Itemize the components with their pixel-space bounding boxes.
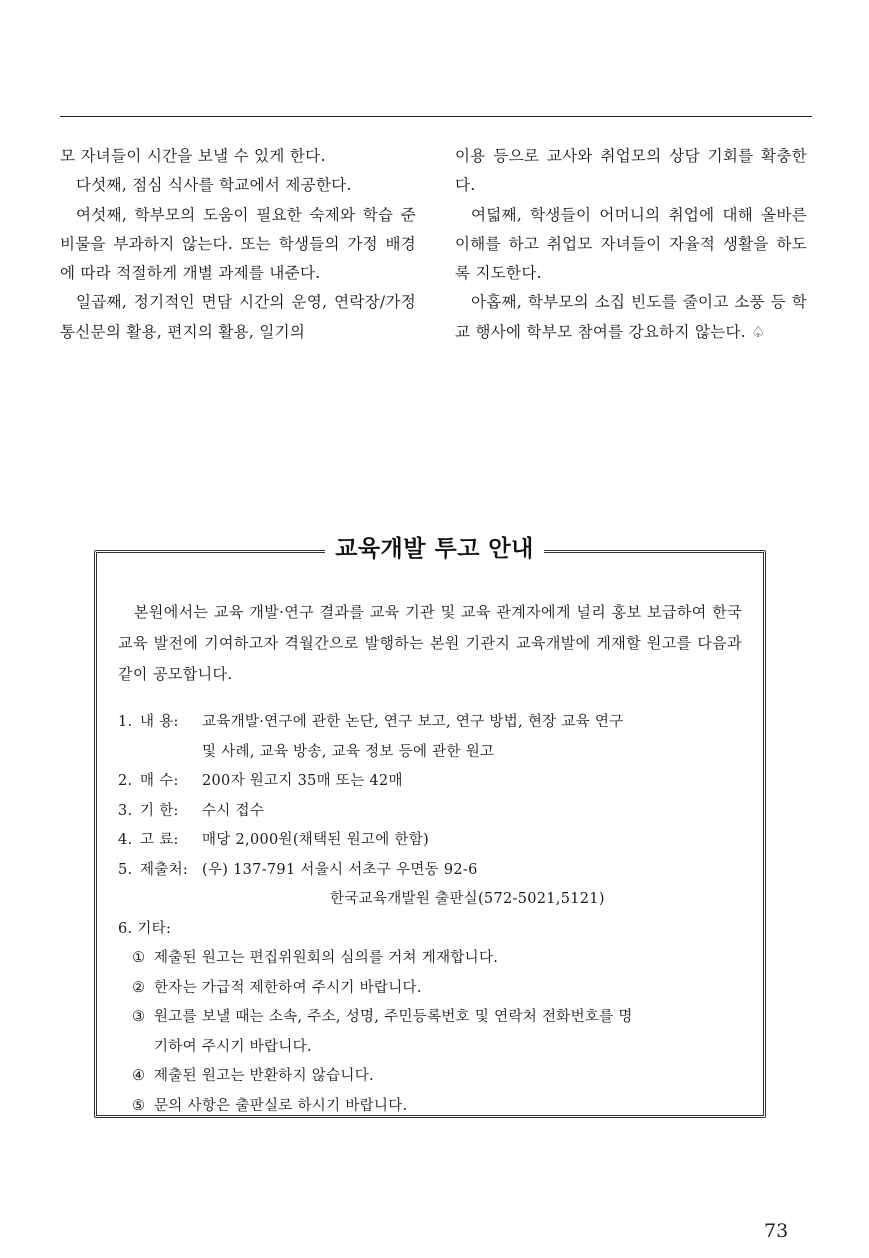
- item-continuation: 한국교육개발원 출판실(572-5021,5121): [330, 891, 605, 907]
- notice-item-pages: [118, 767, 748, 797]
- circled-number: ①: [132, 950, 146, 966]
- item-number: 2.: [118, 773, 133, 789]
- page-number: 73: [764, 1220, 789, 1242]
- item-value: 교육개발·연구에 관한 논단, 연구 보고, 연구 방법, 현장 교육 연구: [202, 714, 624, 730]
- etc-text: 원고를 보낼 때는 소속, 주소, 성명, 주민등록번호 및 연락처 전화번호를 명: [154, 1009, 633, 1025]
- item-value: 매당 2,000원(채택된 원고에 한함): [202, 832, 430, 848]
- circled-number: ②: [132, 979, 146, 996]
- left-column: [60, 142, 416, 347]
- etc-text: 제출된 원고는 반환하지 않습니다.: [154, 1068, 374, 1084]
- etc-text: 한자는 가급적 제한하여 주시기 바랍니다.: [154, 979, 422, 996]
- item-number: 5.: [118, 861, 133, 878]
- paragraph: 이용 등으로 교사와 취업모의 상담 기회를 확충한다.: [455, 147, 807, 195]
- item-value: 수시 접수: [202, 802, 265, 819]
- item-label: 내 용:: [140, 714, 179, 730]
- paragraph: 여섯째, 학부모의 도움이 필요한 숙제와 학습 준비물을 부과하지 않는다. 또는 학생들의 가정 배경에 따라 적절하게 개별 과제를 내준다.: [60, 205, 416, 283]
- item-continuation: 및 사례, 교육 방송, 교육 정보 등에 관한 원고: [202, 743, 495, 760]
- header-rule: [60, 116, 812, 117]
- item-label: 고 료:: [140, 832, 179, 848]
- item-number: 3.: [118, 802, 133, 819]
- etc-text: 제출된 원고는 편집위원회의 심의를 거쳐 게재합니다.: [154, 950, 499, 966]
- etc-text: 문의 사항은 출판실로 하시기 바랍니다.: [154, 1097, 408, 1114]
- notice-item-etc: 6. 기타:: [118, 920, 172, 937]
- etc-continuation: 기하여 주시기 바랍니다.: [154, 1038, 312, 1055]
- item-label: 제출처:: [140, 861, 189, 878]
- notice-intro: 본원에서는 교육 개발·연구 결과를 교육 기관 및 교육 관계자에게 널리 홍보 보급하여 한국 교육 발전에 기여하고자 격월간으로 발행하는 본원 기관지 교육개발에 게재할 원고를 다음과 같이 공모합니다.: [118, 603, 742, 683]
- etc-sub-item: [118, 1062, 748, 1092]
- notice-item-fee: [118, 826, 748, 856]
- notice-item-deadline: [118, 797, 748, 827]
- etc-sub-item: [118, 1092, 748, 1122]
- circled-number: ③: [132, 1009, 146, 1025]
- notice-items: [118, 708, 748, 1121]
- item-label: 기 한:: [140, 802, 179, 819]
- item-number: 1.: [118, 714, 133, 730]
- etc-sub-item: [118, 944, 748, 974]
- circled-number: ⑤: [132, 1097, 146, 1114]
- etc-sub-item: [118, 974, 748, 1004]
- right-column: [455, 142, 807, 347]
- paragraph: 아홉째, 학부모의 소집 빈도를 줄이고 소풍 등 학교 행사에 학부모 참여를 강요하지 않는다. ♤: [455, 293, 807, 341]
- etc-sub-item: [118, 1003, 748, 1033]
- paragraph: 다섯째, 점심 식사를 학교에서 제공한다.: [76, 176, 352, 195]
- item-label: 매 수:: [140, 773, 179, 789]
- paragraph: 일곱째, 정기적인 면담 시간의 운영, 연락장/가정 통신문의 활용, 편지의 활용, 일기의: [60, 293, 416, 341]
- notice-title-wrap: [0, 532, 869, 566]
- item-number: 4.: [118, 832, 133, 848]
- paragraph: 모 자녀들이 시간을 보낼 수 있게 한다.: [60, 147, 326, 165]
- notice-item-address: [118, 856, 748, 886]
- paragraph: 여덟째, 학생들이 어머니의 취업에 대해 올바른 이해를 하고 취업모 자녀들이 자율적 생활을 하도록 지도한다.: [455, 205, 807, 283]
- circled-number: ④: [132, 1068, 146, 1084]
- item-value: 200자 원고지 35매 또는 42매: [202, 773, 403, 789]
- notice-item-content: [118, 708, 748, 738]
- notice-title: 교육개발 투고 안내: [325, 532, 544, 566]
- item-value: (우) 137-791 서울시 서초구 우면동 92-6: [202, 861, 478, 878]
